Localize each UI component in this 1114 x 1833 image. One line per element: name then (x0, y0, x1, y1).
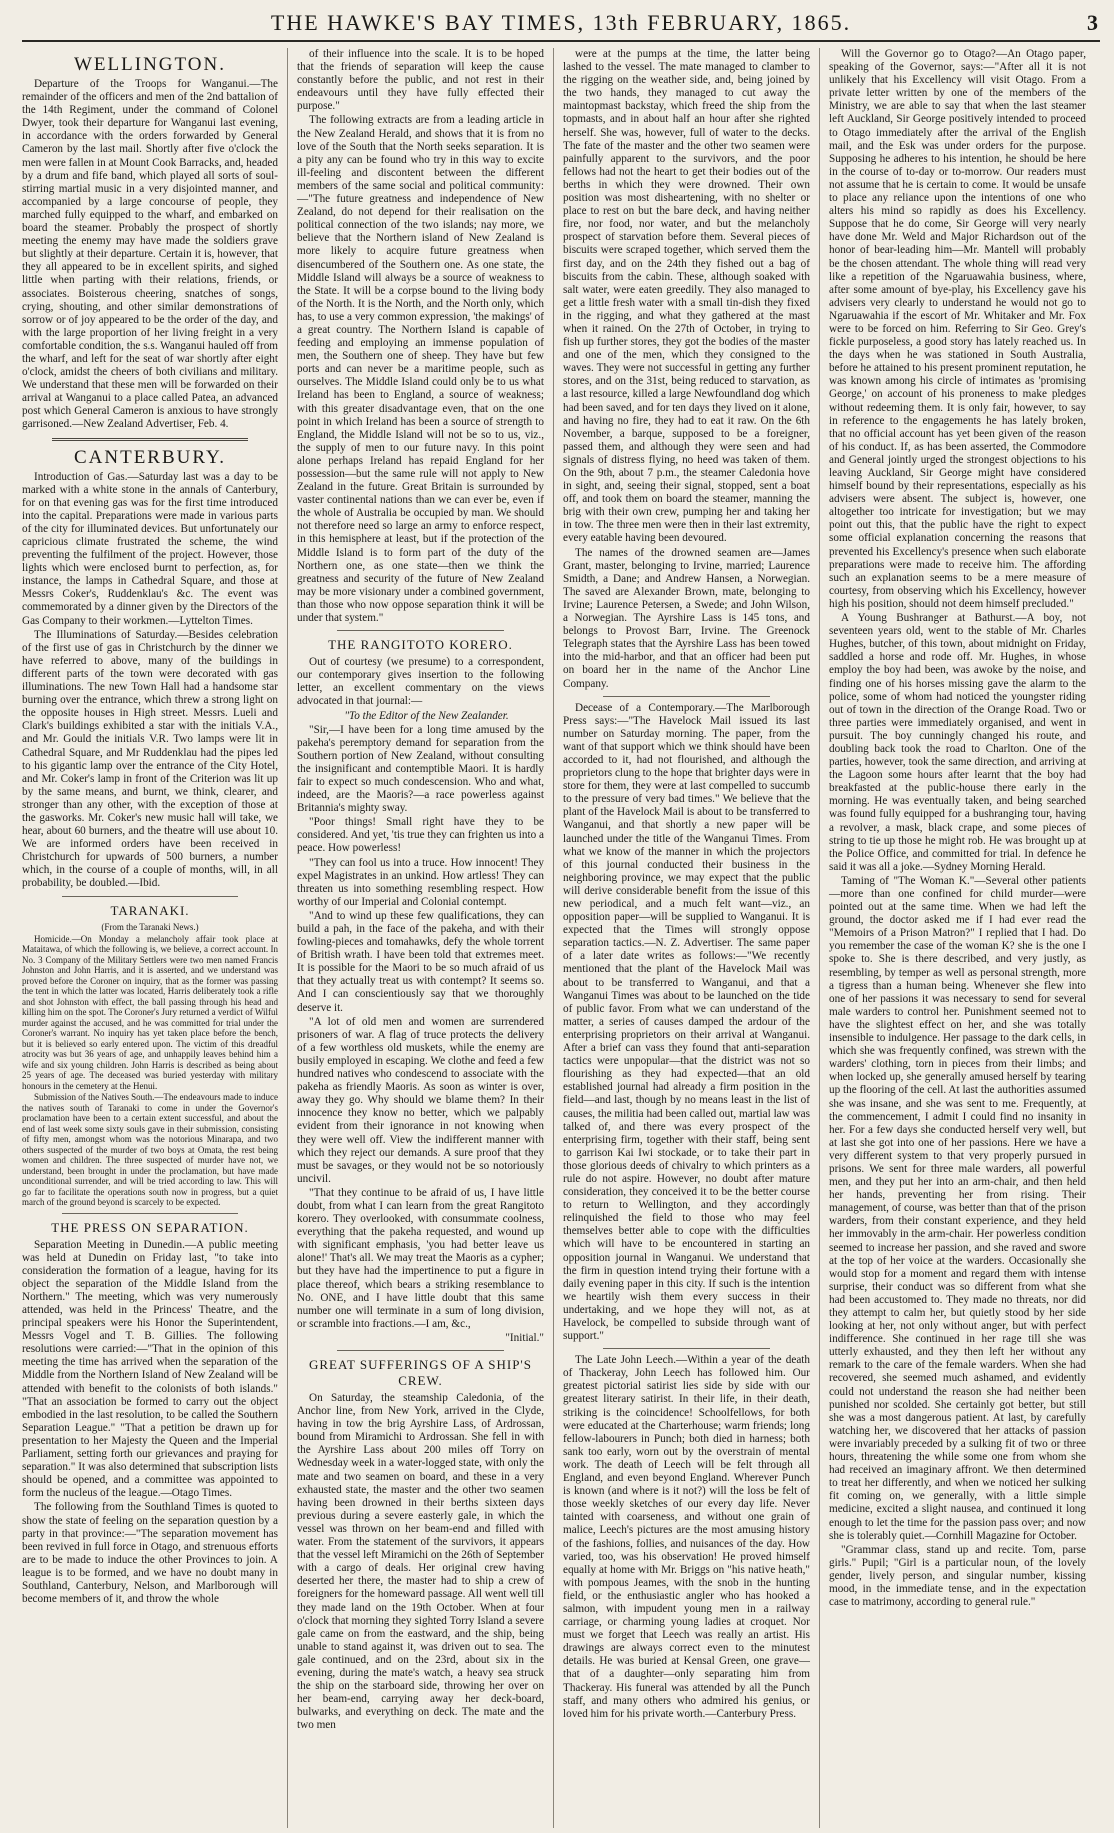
masthead (22, 6, 1100, 42)
article-paragraph: Separation Meeting in Dunedin.—A public meeting was held at Dunedin on Friday last, "to take into consideration the formation of a league, having for its object the separation of the Middle Island from the Northern." The meeting, which was very numerously attended, was held in the Princess' Theatre, and the principal speakers were his Honor the Superintendent, Messrs Vogel and T. B. Gillies. The following resolutions were carried:—"That in the opinion of this meeting the time has arrived when the separation of the Middle from the Northern Island of New Zealand will be attended with benefit to the colonists of both islands." "That an association be formed to carry out the object embodied in the last resolution, to be called the Southern Separation League." "That a petition be drawn up for presentation to her Majesty the Queen and the Imperial Parliament, setting forth our grievances and praying for separation." It was also determined that subscription lists should be opened, and a committee was appointed to form the nucleus of the league.—Otago Times. (22, 1238, 278, 1500)
article-paragraph: On Saturday, the steamship Caledonia, of the Anchor line, from New York, arrived in the Clyde, having in tow the brig Ayrshire Lass, of Ardrossan, bound from Miramichi to Ardrossan. She fell in with the Ayrshire Lass about 200 miles off Torry on Wednesday week in a water-logged state, with only the mate and two seamen on board, and these in a very exhausted state, the master and the other two seamen having been drowned in their berths sixteen days previous during a severe easterly gale, in which the vessel was thrown on her beam-end and filled with water. From the statement of the survivors, it appears that the vessel left Miramichi on the 26th of September with a cargo of deals. Her original crew having deserted her there, the master had to ship a crew of foreigners for the homeward passage. All went well till they made land on the 19th October. When at four o'clock that morning they sighted Torry Island a severe gale came on from the eastward, and the ship, being unable to stand against it, was driven out to sea. The gale continued, and on the 23rd, about six in the evening, during the mate's watch, a heavy sea struck the ship on the starboard side, throwing her over on her beam-end, carrying away her deck-board, bulwarks, and everything on deck. The mate and the two men (297, 1392, 544, 1732)
divider (337, 630, 504, 631)
small-print-block (22, 934, 278, 1208)
divider (62, 896, 238, 897)
article-paragraph: The Late John Leech.—Within a year of the death of Thackeray, John Leech has followed him. Our greatest pictorial satirist lies side by side with our greatest literary satirist. In their life, in their death, striking is the coincidence! Schoolfellows, for both were educated at the Charterhouse; warm friends; long fellow-labourers in Punch; both died in harness; both sank too early, worn out by the overstrain of mental work. The death of Leech will be felt through all England, and even beyond England. Wherever Punch is known (and where is it not?) will the loss be felt of those weekly sketches of our every day life. Never tainted with coarseness, and without one grain of malice, Leech's pictures are the most amusing history of the fashions, follies, and nuisances of the day. How varied, too, was his observation! He proved himself equally at home with Mr. Briggs on "his native heath," with pompous Jeames, with the snob in the hunting field, or the enthusiastic angler who has hooked a salmon, with impudent young men in a railway carriage, or charming young ladies at croquet. Nor must we forget that Leech was really an artist. His drawings are always correct even to the minutest details. He was buried at Kensal Green, one grave—that of a daughter—only separating him from Thackeray. His funeral was attended by all the Punch staff, and many others who admired his genius, or loved him for his private worth.—Canterbury Press. (563, 1354, 810, 1720)
article-paragraph: The names of the drowned seamen are—James Grant, master, belonging to Irvine, married; Laurence Smidth, a Dane; and Andrew Hansen, a Norwegian. The saved are Alexander Brown, mate, belonging to Irvine; Laurence Petersen, a Swede; and John Wilson, a Norwegian. The Ayrshire Lass is 145 tons, and belongs to Provost Barr, Irvine. The Greenock Telegraph states that the Ayrshire Lass has been towed into the mid-harbor, and that an officer had been put on board her in the name of the Anchor Line Company. (563, 546, 810, 690)
article-paragraph: "That they continue to be afraid of us, I have little doubt, from what I can learn from the great Rangitoto korero. They overlooked, with consummate coolness, everything that the pakeha requested, and wound up with significant emphasis, 'you had better leave us alone!' That's all. We may treat the Maoris as a cypher; but they have had the impertinence to put a figure in place thereof, which bears a striking resemblance to No. ONE, and I have little doubt that this same number one will terminate in a sum of long division, or scramble into fractions.—I am, &c., (297, 1186, 544, 1330)
letter-salutation: "To the Editor of the New Zealander. (344, 709, 509, 722)
section-heading-press-separation: THE PRESS ON SEPARATION. (51, 1219, 249, 1235)
article-paragraph: of their influence into the scale. It is to be hoped that the friends of separation will keep the cause constantly before the public, and not rest in their endeavours until they have fully effected their purpose." (297, 48, 544, 113)
article-paragraph: "And to wind up these few qualifications, they can build a pah, in the face of the pakeha, and with their fowling-pieces and tomahawks, defy the whole torrent of British wrath. I have been told that extremes meet. It is possible for the Maori to be so much afraid of us that they actually treat us with contempt? It seems so. And I can conscientiously say that we thoroughly deserve it. (297, 909, 544, 1014)
article-paragraph: The Illuminations of Saturday.—Besides celebration of the first use of gas in Christchurch by the dinner we have referred to above, many of the buildings in different parts of the town were decorated with gas illuminations. The new Town Hall had a handsome star burning over the entrance, which threw a strong light on the opposite houses in High street. Messrs. Lueli and Clark's buildings exhibited a star with the initials V.A., and Mr. Gould the initials V.R. Two lamps were lit in Cathedral Square, and Mr Ruddenklau had the pipes led to his gigantic lamp over the entrance of the City Hotel, and Mr. Coker's lamp in front of the Criterion was lit up by the same means, and burnt, we think, clearer, and stronger than any other, with the exception of those at the gasworks. Mr. Coker's new music hall will take, we hear, about 60 burners, and the theatre will use about 10. We are informed orders have been received in Christchurch for upwards of 500 burners, a number which, in the course of a couple of months, will, in all probability, be doubled.—Ibid. (22, 628, 278, 890)
section-heading-ship-crew: GREAT SUFFERINGS OF A SHIP'S CREW. (309, 1357, 532, 1388)
divider (603, 696, 770, 697)
article-source: (From the Taranaki News.) (101, 921, 199, 932)
article-paragraph: The following extracts are from a leading article in the New Zealand Herald, and shows that it is from no love of the South that the North seeks separation. It is a pity any can be found who try in this way to excite ill-feeling and discontent between the different members of the same social and political community:—"The future greatness and independence of New Zealand, do not depend for their realisation on the political connection of the two islands; nay more, we believe that the Northern island of New Zealand is more likely to acquire future greatness when disencumbered of the Southern one. As one state, the Middle Island will always be a source of weakness to the State. It will be a corpse bound to the living body of the North. It is the North, and the North only, which has, to use a very common expression, 'the makings' of a great country. The Northern Island is capable of feeding and employing an immense population of men, the Southern one of sheep. They have but few ports and can never be a maritime people, such as ourselves. The Middle Island could only be to us what Ireland has been to England, a source of weakness; with this greater disadvantage even, that on the one point in which Ireland has been a source of strength to England, the Middle Island will not be so to us, viz., the supply of men to our future navy. In this point alone perhaps Ireland has repaid England for her possession—but the same rule will not apply to New Zealand in the future. Great Britain is surrounded by vaster continental nations than we can ever be, even if the whole of Australia be occupied by man. We should not therefore need so large an army to enforce respect, in this hemisphere at least, but if the protection of the Middle Island is to form part of the duty of the Northern one, as one state—then we think the greatness and security of the future of New Zealand may be more visionary under a combined government, than those who now oppose separation think it will be under that system." (297, 114, 544, 625)
column-3 (554, 48, 820, 1828)
article-paragraph: Homicide.—On Monday a melancholy affair took place at Mataitawa, of which the following is, we believe, a correct account. In No. 3 Company of the Military Settlers were two men named Francis Johnston and John Harris, and it is asserted, and we understand was proved before the Coroner on inquiry, that as the former was passing the tent in which the latter was located, Harris deliberately took a rifle and shot Johnston with effect, the ball passing through his head and killing him on the spot. The Coroner's Jury returned a verdict of Wilful murder against the accused, and he was committed for trial under the Coroner's warrant. No inquiry has yet taken place before the bench, but it is believed so early entered upon. The victim of this dreadful atrocity was but 36 years of age, and unhappily leaves behind him a wife and six young children. John Harris is described as being about 25 years of age. The deceased was buried yesterday with military honours in the cemetery at the Henui. (22, 933, 278, 1091)
letter-signoff: "Initial." (505, 1331, 544, 1344)
article-paragraph: were at the pumps at the time, the latter being lashed to the vessel. The mate managed to clamber to the rigging on the weather side, and, being joined by the two hands, they managed to cut away the maintopmast backstay, which freed the ship from the topmasts, and in about half an hour after she righted herself. She was, however, full of water to the decks. The fate of the master and the other two seamen were painfully apparent to the survivors, and the poor fellows had not the heart to get their bodies out of the berths in which they were drowned. Their own position was most disheartening, with no shelter or place to rest on but the bare deck, and having neither fire, nor food, nor water, and but the melancholy prospect of starvation before them. Several pieces of biscuits were scraped together, which served them the first day, and on the 24th they fished out a bag of biscuits from the cabin. These, although soaked with salt water, were eaten greedily. They also managed to get a little fresh water with a small tin-dish they fixed in the rigging, and what they gathered at the mast when it rained. On the 27th of October, in trying to fish up further stores, they got the bodies of the master and one of the men, which they consigned to the waves. They were not successful in getting any further stores, and on the 31st, being reduced to starvation, as a last resource, killed a large Newfoundland dog which had been saved, and for ten days they lived on it alone, and having no fire, they had to eat it raw. On the 6th November, a barque, supposed to be a foreigner, passed them, and although they were seen and had signals of distress flying, no heed was taken of them. On the 9th, about 7 p.m., the steamer Caledonia hove in sight, and, seeing their signal, stopped, sent a boat off, and took them on board the steamer, manning the brig with their own crew, pumping her and taking her in tow. The three men were then in their last extremity, every eatable having been devoured. (563, 48, 810, 545)
article-paragraph: The following from the Southland Times is quoted to show the state of feeling on the separation question by a party in that province:—"The separation movement has been revived in full force in Otago, and strenuous efforts are to be made to induce the other Provinces to join. A league is to be formed, and we have no doubt many in Southland, Canterbury, Nelson, and Marlborough will become members of it, and throw the whole (22, 1501, 278, 1606)
columns (22, 48, 1100, 1828)
article-paragraph: "Grammar class, stand up and recite. Tom, parse girls." Pupil; "Girl is a particular noun, of the lovely gender, lively person, and singular number, kissing mood, in the immediate tense, and in the expectation case to matrimony, according to general rule." (829, 1543, 1086, 1609)
section-heading-rangitoto: THE RANGITOTO KORERO. (328, 637, 513, 653)
article-paragraph: A Young Bushranger at Bathurst.—A boy, not seventeen years old, went to the stable of Mr. Charles Hughes, butcher, of this town, about midnight on Friday, saddled a horse and rode off. Mr. Hughes, in whose employ the boy had been, was awoke by the noise, and finding one of his horses missing gave the alarm to the police, some of whom had noticed the youngster riding out of town in the direction of the Orange Road. Two or three parties were immediately organised, and went in pursuit. The boy cunningly changed his route, and doubling back took the road to Charlton. One of the parties, however, took the same direction, and arriving at the Lagoon some hours after learnt that the boy had breakfasted at the public-house there early in the morning. He was eventually taken, and being searched was found fully equipped for a bushranging tour, having a revolver, a mask, black crape, and some pieces of string to tie up those he might rob. He was brought up at the Police Office, and committed for trial. In defence he said it was all a joke.—Sydney Morning Herald. (829, 612, 1086, 873)
article-paragraph: Introduction of Gas.—Saturday last was a day to be marked with a white stone in the annals of Canterbury, for on that evening gas was for the first time introduced into the capital. Preparations were made in various parts of the city for illuminated devices. But unfortunately our capricious climate frustrated the scheme, the wind preventing the fulfilment of the project. However, those lights which were enclosed burnt to perfection, as, for instance, the lamps in Cathedral Square, and those at Messrs Coker's, Ruddenklau's &c. The event was commemorated by a dinner given by the Directors of the Gas Company to their workmen.—Lyttelton Times. (22, 470, 278, 627)
article-paragraph: Out of courtesy (we presume) to a correspondent, our contemporary gives insertion to the following letter, an excellent commentary on the views advocated in that journal:— (297, 656, 544, 708)
section-heading-canterbury: CANTERBURY. (73, 446, 227, 468)
divider (337, 1350, 504, 1351)
divider (603, 1348, 770, 1349)
article-paragraph: Decease of a Contemporary.—The Marlborough Press says:—"The Havelock Mail issued its last number on Saturday morning. The paper, from the want of that support which we think should have been accorded to it, had not flourished, and although the proprietors clung to the hope that brighter days were in store for them, they were at last compelled to succumb to the pressure of very bad times." We believe that the plant of the Havelock Mail is about to be transferred to Wanganui, and that shortly a new paper will be launched under the title of the Wanganui Times. From what we know of the manner in which the projectors of this journal conducted their business in the neighboring province, we may expect that the public will derive considerable benefit from the issue of this new periodical, and a much felt want—viz., an opposition paper—will be supplied to Wanganui. It is expected that the Times will strongly oppose separation tactics.—N. Z. Advertiser. The same paper of a later date writes as follows:—"We recently mentioned that the plant of the Havelock Mail was about to be transferred to Wanganui, and that a Wanganui Times was about to be launched on the tide of public favor. From what we can understand of the matter, a series of causes damped the ardour of the enterprising proprietors on their arrival at Wanganui. After a brief can vass they found that anti-separation tactics were unpopular—that the district was not so flourishing as they had expected—that an old established journal had already a firm position in the field—and last, though by no means least in the list of causes, the militia had been called out, martial law was talked of, and there was every prospect of the enterprising firm, together with their staff, being sent to garrison Kai Iwi stockade, or to take their part in those glorious deeds of chivalry to which printers as a rule do not aspire. However, no doubt after mature consideration, they conceived it to be the better course to return to Wellington, and they accordingly relinquished the field to those who may feel themselves better able to cope with the difficulties which will have to be encountered in starting an opposition journal in Wanganui. We understand that the firm in question intend trying their fortune with a daily evening paper in this city. If such is the intention we heartily wish them every success in their undertaking, and we hope they will not, as at Havelock, be compelled to subside through want of support." (563, 701, 810, 1343)
article-paragraph: "A lot of old men and women are surrendered prisoners of war. A flag of truce protects the delivery of a few worthless old muskets, while the enemy are busily employed in escaping. We clothe and feed a few hundred natives who condescend to associate with the pakeha as friendly Maoris. As soon as winter is over, away they go. Why should we blame them? In their innocence they know no better, which we palpably evident from their ignorance in not knowing when they were well off. View the indifferent manner with which they reject our demands. A sure proof that they must be savages, or they would not be so notoriously uncivil. (297, 1015, 544, 1185)
column-2 (288, 48, 554, 1828)
article-paragraph: "Poor things! Small right have they to be considered. And yet, 'tis true they can frighten us into a peace. How powerless! (297, 816, 544, 855)
section-heading-wellington: WELLINGTON. (74, 54, 226, 75)
article-paragraph: "Sir,—I have been for a long time amused by the pakeha's peremptory demand for separation from the Southern portion of New Zealand, without consulting the insignificant and contemptible Maori. It is hardly fair to expect so much condescension. Who and what, indeed, are the Maoris?—a race powerless against Britannia's mighty sway. (297, 723, 544, 815)
article-paragraph: Will the Governor go to Otago?—An Otago paper, speaking of the Governor, says:—"After all it is not unlikely that his Excellency will visit Otago. From a private letter written by one of the members of the Ministry, we are able to say that when the last steamer left Auckland, Sir George positively intended to proceed to Otago immediately after the arrival of the English mail, and the Esk was under orders for the purpose. Supposing he adheres to his intention, he should be here in the course of to-day or to-morrow. Our readers must not assume that he is certain to come. It would be unsafe to place any reliance upon the intentions of one who alters his mind so rapidly as does his Excellency. Suppose that he do come, Sir George will very nearly have done Mr. Weld and Major Richardson out of the honor of bear-leading him—Mr. Mantell will probably be the chosen attendant. The whole thing will read very like a repetition of the Ngaruawahia business, where, after some amount of bye-play, his Excellency gave his advisers very clearly to understand he would not go to Ngaruawahia if the escort of Mr. Whitaker and Mr. Fox were to be forced on him. Referring to Sir Geo. Grey's fickle purposeless, a good story has lately reached us. In the days when he was stationed in South Australia, before he attained to his present prominent reputation, he was known among his circle of intimates as 'promising George,' on account of his proneness to make pledges without redeeming them. It is only fair, however, to say in reference to the engagements he has lately broken, that no official account has yet been given of the reason of his conduct. If, as has been asserted, the Commodore and General jointly urged the strongest objections to his leaving Auckland, Sir George might have considered himself bound by their representations, especially as his advisers were absent. The subject is, however, one altogether too intricate for investigation; but we may point out this, that the public have the right to expect some official explanation concerning the reasons that prevented his Excellency's presence when such elaborate preparations were made to receive him. The affording such an explanation seems to be a mere measure of courtesy, from observing which his Excellency, however high his position, should not deem himself precluded." (829, 48, 1086, 610)
divider (52, 438, 248, 441)
masthead-title: THE HAWKE'S BAY TIMES, 13th FEBRUARY, 1865. (270, 10, 852, 35)
article-paragraph: Submission of the Natives South.—The endeavours made to induce the natives south of Taranaki to come in under the Governor's proclamation have been to a certain extent successful, and about the end of last week some sixty souls gave in their submission, consisting of fifty men, amongst whom was the notorious Minarapa, and two others suspected of the murder of two boys at Omata, the rest being women and children. The three suspected of murder have not, we understand, been brought in under the proclamation, but have made unconditional surrender, and will be tried according to law. This will go far to facilitate the operations south now in progress, but a quiet march of the ground beyond is scarcely to be expected. (22, 1092, 278, 1208)
article-paragraph: "They can fool us into a truce. How innocent! They expel Magistrates in an unkind. How artless! They can threaten us into something resembling respect. How worthy of our Imperial and Colonial contempt. (297, 856, 544, 908)
page-number: 3 (1087, 10, 1098, 35)
column-1 (22, 48, 288, 1828)
column-4 (820, 48, 1086, 1828)
section-heading-taranaki: TARANAKI. (110, 902, 190, 918)
article-paragraph: Taming of "The Woman K."—Several other patients—more than one confined for child murder—were pointed out at the same time. When we had left the ground, the doctor asked me if I had ever read the "Memoirs of a Prison Matron?" I replied that I had. Do you remember the case of the woman K? she is the one I spoke to. She is there described, and very justly, as resembling, by temper as well as personal strength, more a tigress than a human being. Whenever she flew into one of her passions it was necessary to send for several male warders to control her. Punishment seemed not to have the slightest effect on her, and she was totally insensible to indulgence. Her passage to the dark cells, in which she was frequently confined, was strewn with the warders' clothing, torn in pieces from their limbs; and when locked up, she generally amused herself by tearing up the flooring of the cell. At last the authorities assumed she was insane, and she was sent to me. Frequently, at the commencement, I admit I could find no insanity in her. For a few days she conducted herself very well, but at last she got into one of her passions. Here we have a very different system to that very properly pursued in prisons. We sent for three male warders, all powerful men, and they put her into an arm-chair, and then held her hands, preventing her from rising. Their management, of course, was better than that of the prison warders, from their constant experience, and they held her immovably in the arm-chair. Her powerless condition seemed to increase her passion, and she raved and swore at the top of her voice at the warders. Occasionally she would stop for a moment and regard them with intense surprise, their conduct was so different from what she had been accustomed to. They made no threats, nor did they attempt to calm her, but quietly stood by her side looking at her, not only without anger, but with perfect indifference. She continued in her rage till she was utterly exhausted, and they then left her without any remark to the care of the female warders. When she had recovered, she seemed much ashamed, and evidently could not understand the reason she had neither been punished nor scolded. She certainly got better, but still she was a most dangerous patient. At last, by carefully watching her, we discovered that her attacks of passion were invariably preceded by a sulking fit of two or three hours, threatening the while some one from whom she had received an imaginary affront. We then determined to treat her differently, and when we noticed her sulking fit coming on, we generally, with a little simple medicine, excited a slight nausea, and continued it long enough to let the time for the passion pass over; and now she is tolerably quiet.—Cornhill Magazine for October. (829, 874, 1086, 1542)
article-paragraph: Departure of the Troops for Wanganui.—The remainder of the officers and men of the 2nd battalion of the 14th Regiment, under the command of Colonel Dwyer, took their departure for Wanganui last evening, in accordance with the orders forwarded by General Cameron by the last mail. Shortly after five o'clock the men were fallen in at Mount Cook Barracks, and, headed by a drum and fife band, which played all sorts of soul-stirring martial music in a very disjointed manner, and accompanied by a large concourse of people, they marched fully equipped to the wharf, and embarked on board the steamer. Probably the prospect of shortly meeting the enemy may have made the soldiers grave but slightly at their departure. Certain it is, however, that they all appeared to be in excellent spirits, and sighed little when parting with their relations, friends, or associates. Boisterous cheering, snatches of songs, crying, shouting, and other similar demonstrations of sorrow or of joy appeared to be the order of the day, and with the large proportion of her living freight in a very comfortable condition, the s.s. Wanganui hauled off from the wharf, and left for the seat of war shortly after eight o'clock, amidst the cheers of both civilians and military. We understand that these men will be forwarded on their arrival at Wanganui to a place called Patea, an advanced post which General Cameron is anxious to have strongly garrisoned.—New Zealand Advertiser, Feb. 4. (22, 78, 278, 431)
divider (62, 1213, 238, 1214)
